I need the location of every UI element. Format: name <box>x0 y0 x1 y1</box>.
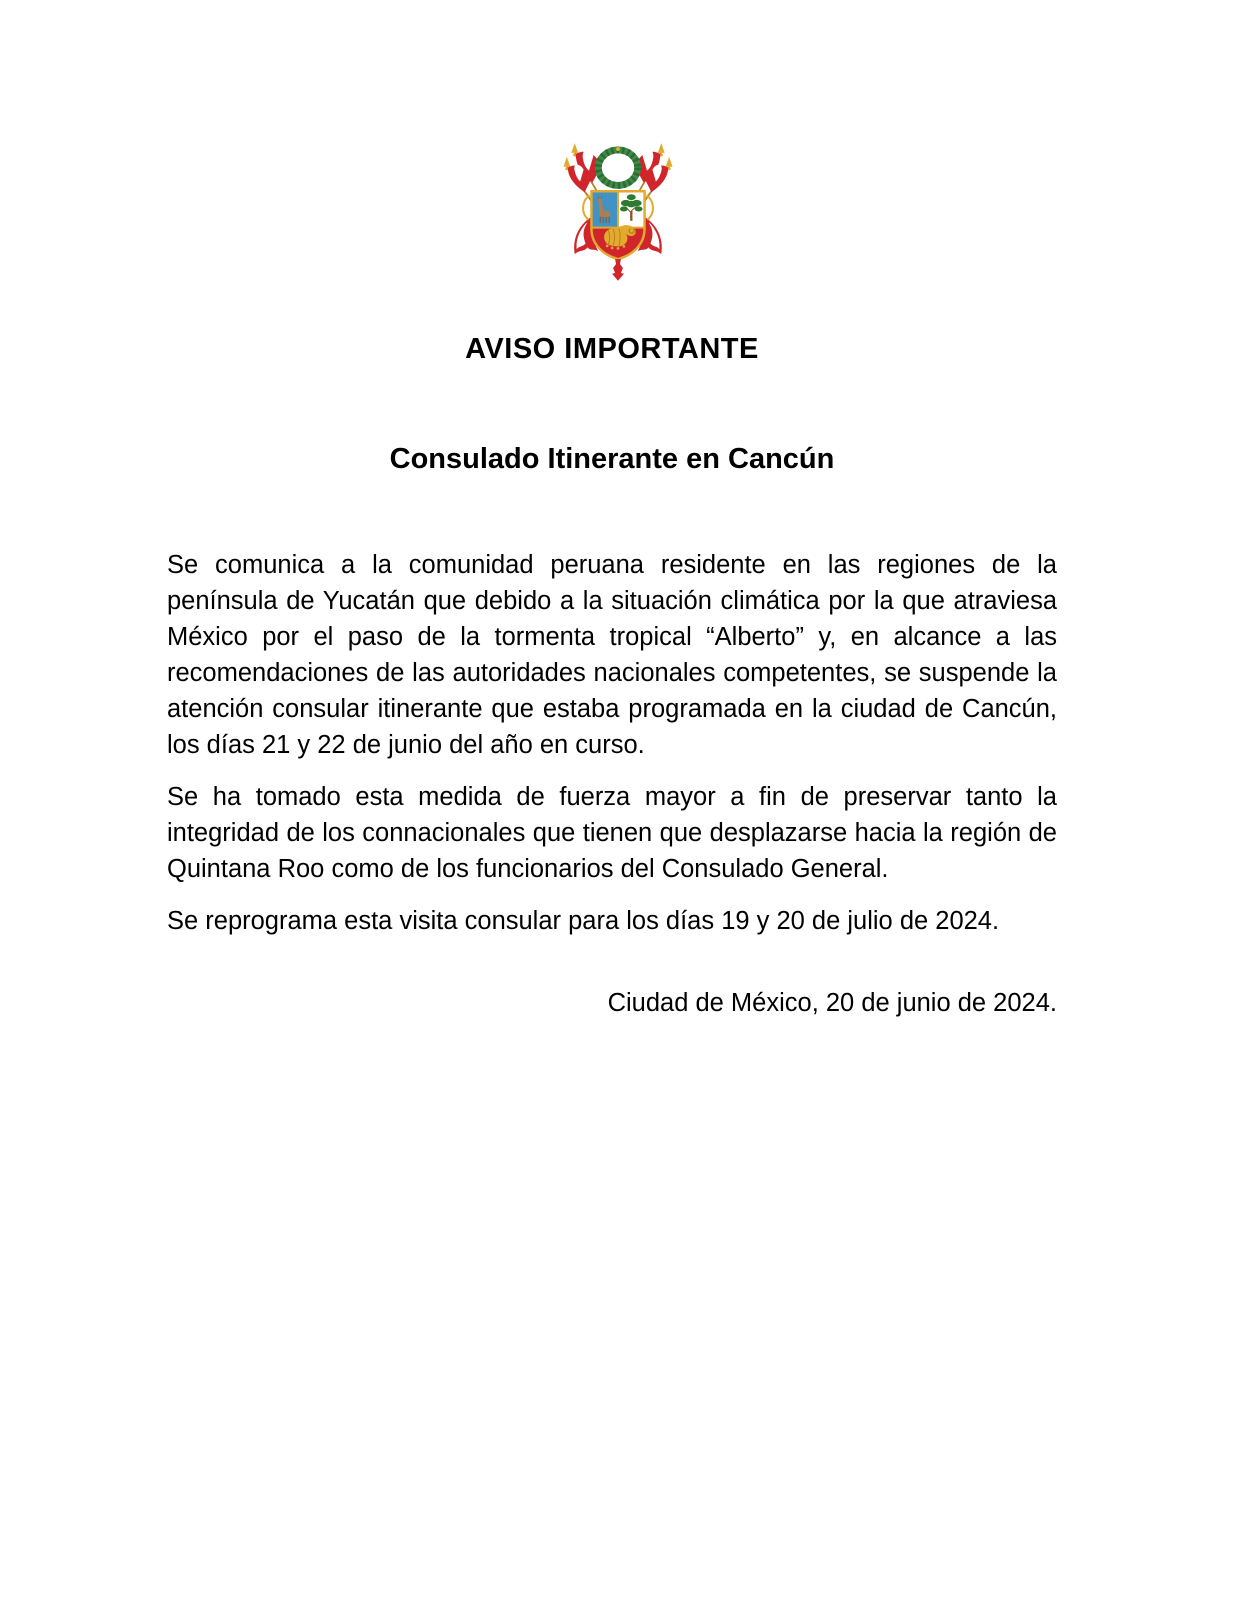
peru-coat-of-arms <box>559 133 677 283</box>
notice-subtitle: Consulado Itinerante en Cancún <box>389 443 835 475</box>
dateline: Ciudad de México, 20 de junio de 2024. <box>607 989 1057 1017</box>
paragraph-reschedule: Se reprograma esta visita consular para los días 19 y 20 de julio de 2024. <box>167 907 1000 935</box>
paragraph-suspension: Se comunica a la comunidad peruana residente en las regiones de la península de Yucatán que debido a la situación climática por la que atraviesa México por el paso de la tormenta tropical “Alberto” y, en alcance a las recomendaciones de las autoridades nacionales competentes, se suspende la atención consular itinerante que estaba programada en la ciudad de Cancún, los días 21 y 22 de junio del año en curso. <box>167 551 1057 759</box>
paragraph-reason: Se ha tomado esta medida de fuerza mayor a fin de preservar tanto la integridad de los connacionales que tienen que desplazarse hacia la región de Quintana Roo como de los funcionarios del Consulado General. <box>167 783 1057 883</box>
notice-title: AVISO IMPORTANTE <box>465 333 759 365</box>
peru-coat-of-arms-icon <box>559 133 677 283</box>
notice-body <box>167 547 1057 1037</box>
